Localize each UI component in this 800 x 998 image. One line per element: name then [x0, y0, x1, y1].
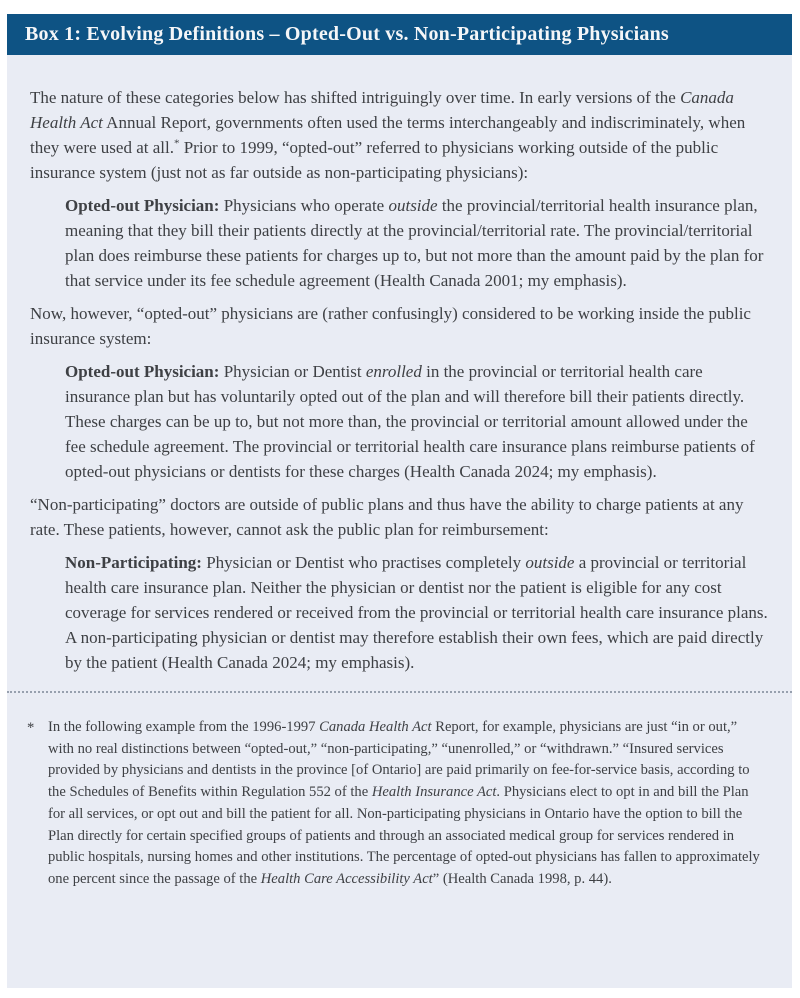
- footnote-text: In the following example from the 1996-1997 Canada Health Act Report, for example, physicians are just “in or out,” with no real distinctions between “opted-out,” “non-participating,” “unenrolled,” or “withdrawn.” “Insured services provided by physicians and dentists in the province [of Ontario] are paid primarily on fee-for-service basis, according to the Schedules of Benefits within Regulation 552 of the Health Insurance Act. Physicians elect to opt in and bill the Plan for all services, or opt out and bill the patient for all. Non-participating physicians in Ontario have the option to bill the Plan directly for certain specified groups of patients and through an associated medical group for services rendered in public hospitals, nursing homes and other institutions. The percentage of opted-out physicians has fallen to approximately one percent since the passage of the Health Care Accessibility Act” (Health Canada 1998, p. 44).: [48, 719, 760, 887]
- footnote-divider: [7, 691, 792, 693]
- definition-opted-out-2001: Opted-out Physician: Physicians who operate outside the provincial/territorial health insurance plan, meaning that they bill their patients directly at the provincial/territorial rate. The provincial/territorial plan does reimburse these patients for charges up to, but not more than the amount paid by the plan for that service under its fee schedule agreement (Health Canada 2001; my emphasis).: [65, 196, 764, 290]
- box1-callout: [7, 14, 792, 988]
- box-header: [7, 14, 792, 55]
- non-participating-paragraph: “Non-participating” doctors are outside of public plans and thus have the ability to charge patients at any rate. These patients, however, cannot ask the public plan for reimbursement:: [30, 495, 744, 539]
- definition-non-participating: Non-Participating: Physician or Dentist who practises completely outside a provincial or territorial health care insurance plan. Neither the physician or dentist nor the patient is eligible for any cost coverage for services rendered or received from the provincial or territorial health care insurance plans. A non-participating physician or dentist may therefore establish their own fees, which are paid directly by the patient (Health Canada 2024; my emphasis).: [65, 553, 768, 672]
- footnote-marker: *: [27, 720, 35, 736]
- box-title: Box 1: Evolving Definitions – Opted-Out vs. Non-Participating Physicians: [25, 23, 669, 45]
- intro-paragraph: The nature of these categories below has shifted intriguingly over time. In early versions of the Canada Health Act Annual Report, governments often used the terms interchangeably and indiscriminately, when they were used at all.* Prior to 1999, “opted-out” referred to physicians working outside of the public insurance system (just not as far outside as non-participating physicians):: [30, 88, 746, 182]
- footnote: [27, 717, 770, 891]
- definition-opted-out-2024: Opted-out Physician: Physician or Dentist enrolled in the provincial or territorial health care insurance plan but has voluntarily opted out of the plan and will therefore bill their patients directly. These charges can be up to, but not more than, the provincial or territorial amount allowed under the fee schedule agreement. The provincial or territorial health care insurance plans reimburse patients of opted-out physicians or dentists for these charges (Health Canada 2024; my emphasis).: [65, 362, 755, 481]
- box-body: [7, 55, 792, 988]
- transition-paragraph: Now, however, “opted-out” physicians are (rather confusingly) considered to be working inside the public insurance system:: [30, 304, 751, 348]
